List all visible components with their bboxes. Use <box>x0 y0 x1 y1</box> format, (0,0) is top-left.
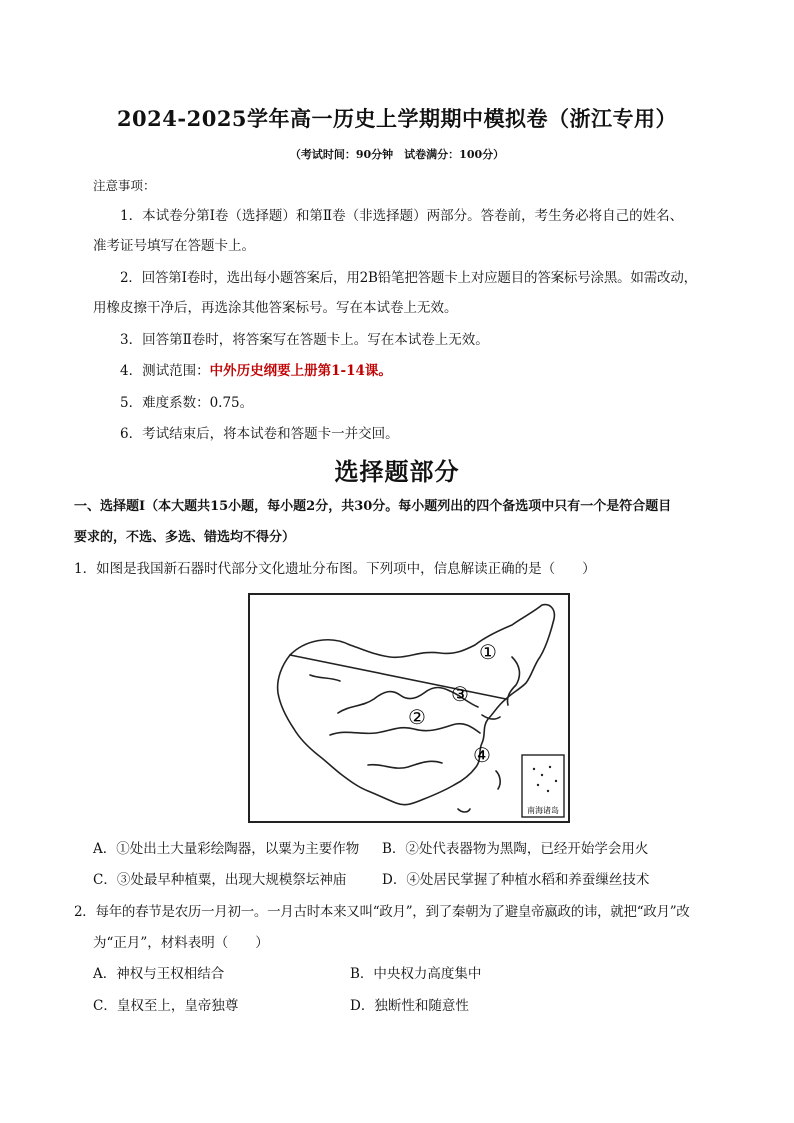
notice-item-4-suffix: 。 <box>378 363 392 379</box>
north-border <box>290 605 554 699</box>
inset-label: 南海诸岛 <box>527 806 559 815</box>
notice-item-1-line-1: 1．本试卷分第Ⅰ卷（选择题）和第Ⅱ卷（非选择题）两部分。答卷前，考生务必将自己的姓名、 <box>120 208 684 224</box>
question-2-stem-line-2: 为“正月”，材料表明（ ） <box>93 935 269 951</box>
notice-heading: 注意事项： <box>93 178 156 193</box>
question-1-option-c: C．③处最早种植粟，出现大规模祭坛神庙 <box>93 872 347 888</box>
question-2-option-b: B．中央权力高度集中 <box>350 966 482 982</box>
site-marker-2: ② <box>408 705 426 729</box>
question-1-option-b: B．②处代表器物为黑陶，已经开始学会用火 <box>382 841 649 857</box>
notice-item-4 <box>120 362 392 380</box>
pearl-river <box>368 761 442 768</box>
notice-item-2-line-1: 2．回答第Ⅰ卷时，选出每小题答案后，用2B铅笔把答题卡上对应题目的答案标号涂黑。如需改动， <box>120 270 697 286</box>
exam-subtitle: （考试时间：90分钟 试卷满分：100分） <box>289 148 505 161</box>
notice-item-3: 3．回答第Ⅱ卷时，将答案写在答题卡上。写在本试卷上无效。 <box>120 332 489 348</box>
notice-item-1-line-2: 准考证号填写在答题卡上。 <box>93 238 255 254</box>
notice-item-4-prefix: 4．测试范围： <box>120 363 210 379</box>
hainan-hint <box>458 809 470 812</box>
test-range: 中外历史纲要上册第1-14课 <box>209 363 379 379</box>
site-marker-4: ④ <box>473 743 491 767</box>
site-marker-3: ③ <box>451 682 469 706</box>
notice-item-6: 6．考试结束后，将本试卷和答题卡一并交回。 <box>120 426 399 442</box>
section-title: 选择题部分 <box>334 457 460 486</box>
question-2-option-d: D．独断性和随意性 <box>350 998 469 1014</box>
notice-item-2-line-2: 用橡皮擦干净后，再选涂其他答案标号。写在本试卷上无效。 <box>93 300 458 316</box>
site-marker-1: ① <box>479 640 497 664</box>
western-river <box>310 675 340 681</box>
question-1-option-d: D．④处居民掌握了种植水稻和养蚕缫丝技术 <box>382 872 650 888</box>
instructions-line-1: 一、选择题Ⅰ（本大题共15小题，每小题2分，共30分。每小题列出的四个备选项中只有一个是符合题目 <box>74 499 672 514</box>
taiwan-hint <box>496 771 500 789</box>
question-2-option-c: C．皇权至上，皇帝独尊 <box>93 998 239 1014</box>
question-2-option-a: A．神权与王权相结合 <box>93 966 225 982</box>
notice-item-5: 5．难度系数：0.75。 <box>120 395 254 411</box>
question-2-stem-line-1: 2．每年的春节是农历一月初一。一月古时本来又叫“政月”，到了秦朝为了避皇帝嬴政的讳，就把“政月”改 <box>74 904 690 920</box>
korean-peninsula-hint <box>507 657 519 705</box>
question-1-option-a: A．①处出土大量彩绘陶器，以粟为主要作物 <box>93 841 360 857</box>
yangtze-river <box>330 724 480 735</box>
neolithic-sites-map <box>248 593 570 823</box>
question-1-stem: 1．如图是我国新石器时代部分文化遗址分布图。下列项中，信息解读正确的是（ ） <box>74 561 596 577</box>
exam-title: 2024-2025学年高一历史上学期期中模拟卷（浙江专用） <box>116 106 678 131</box>
china-outline-map <box>250 595 568 821</box>
instructions-line-2: 要求的，不选、多选、错选均不得分） <box>74 530 296 545</box>
